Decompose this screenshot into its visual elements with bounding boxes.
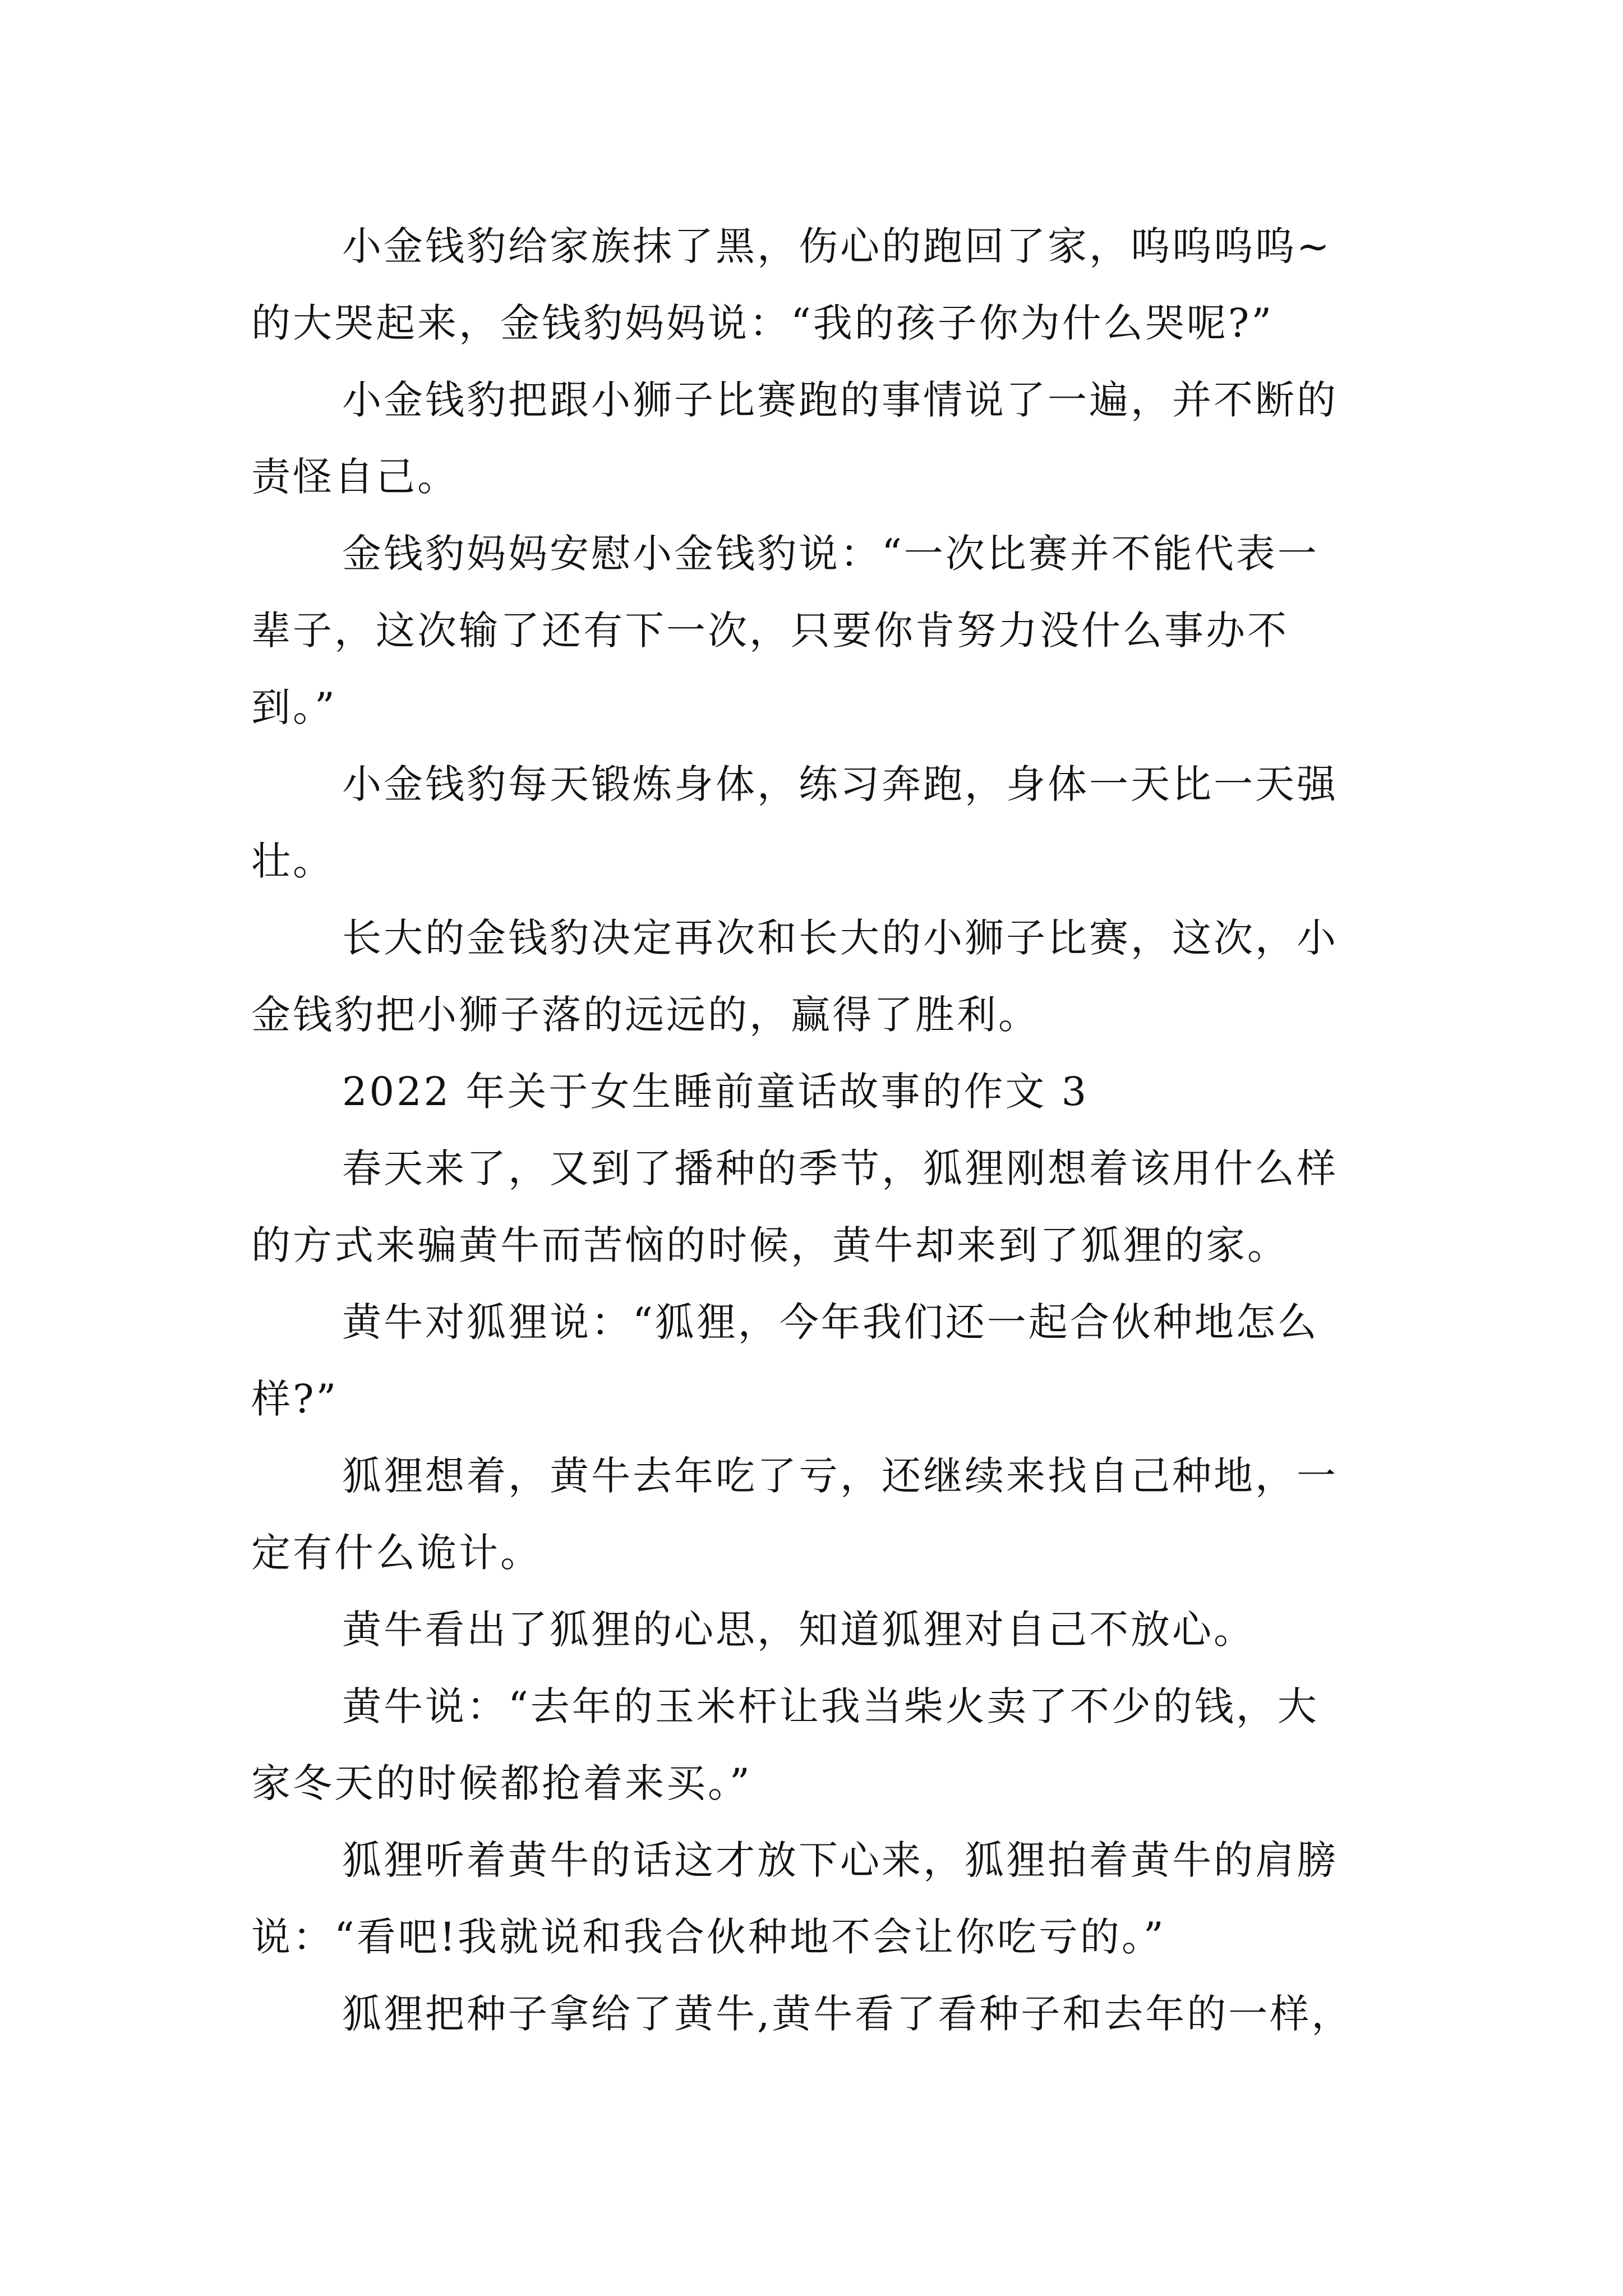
text-line: 狐狸想着，黄牛去年吃了亏，还继续来找自己种地，一 xyxy=(342,1453,1338,1499)
text-line: 春天来了，又到了播种的季节，狐狸刚想着该用什么样 xyxy=(342,1145,1338,1191)
text-line: 的方式来骗黄牛而苦恼的时候，黄牛却来到了狐狸的家。 xyxy=(251,1222,1289,1268)
text-line: 定有什么诡计。 xyxy=(251,1530,542,1576)
text-line: 小金钱豹把跟小狮子比赛跑的事情说了一遍，并不断的 xyxy=(342,377,1338,423)
text-line: 狐狸把种子拿给了黄牛,黄牛看了看种子和去年的一样， xyxy=(342,1991,1353,2037)
text-line: 的大哭起来，金钱豹妈妈说：“我的孩子你为什么哭呢?” xyxy=(251,300,1274,346)
text-line: 金钱豹妈妈安慰小金钱豹说：“一次比赛并不能代表一 xyxy=(342,531,1319,577)
text-line: 小金钱豹给家族抹了黑，伤心的跑回了家，呜呜呜呜~ xyxy=(342,223,1332,269)
text-line: 黄牛说：“去年的玉米杆让我当柴火卖了不少的钱，大 xyxy=(342,1683,1319,1729)
text-line: 黄牛看出了狐狸的心思，知道狐狸对自己不放心。 xyxy=(342,1607,1255,1653)
text-line: 长大的金钱豹决定再次和长大的小狮子比赛，这次，小 xyxy=(342,915,1338,961)
text-line: 家冬天的时候都抢着来买。” xyxy=(251,1760,752,1806)
text-line: 黄牛对狐狸说：“狐狸，今年我们还一起合伙种地怎么 xyxy=(342,1299,1319,1345)
text-line: 金钱豹把小狮子落的远远的，赢得了胜利。 xyxy=(251,992,1040,1038)
text-line: 说：“看吧!我就说和我合伙种地不会让你吃亏的。” xyxy=(251,1914,1166,1960)
text-line: 小金钱豹每天锻炼身体，练习奔跑，身体一天比一天强 xyxy=(342,761,1338,807)
text-line: 到。” xyxy=(251,684,337,730)
section-heading: 2022 年关于女生睡前童话故事的作文 3 xyxy=(342,1069,1089,1115)
text-line: 辈子，这次输了还有下一次，只要你肯努力没什么事办不 xyxy=(251,608,1289,654)
text-line: 狐狸听着黄牛的话这才放下心来，狐狸拍着黄牛的肩膀 xyxy=(342,1837,1338,1883)
text-line: 壮。 xyxy=(251,838,334,884)
text-line: 样?” xyxy=(251,1376,339,1422)
text-line: 责怪自己。 xyxy=(251,454,459,500)
